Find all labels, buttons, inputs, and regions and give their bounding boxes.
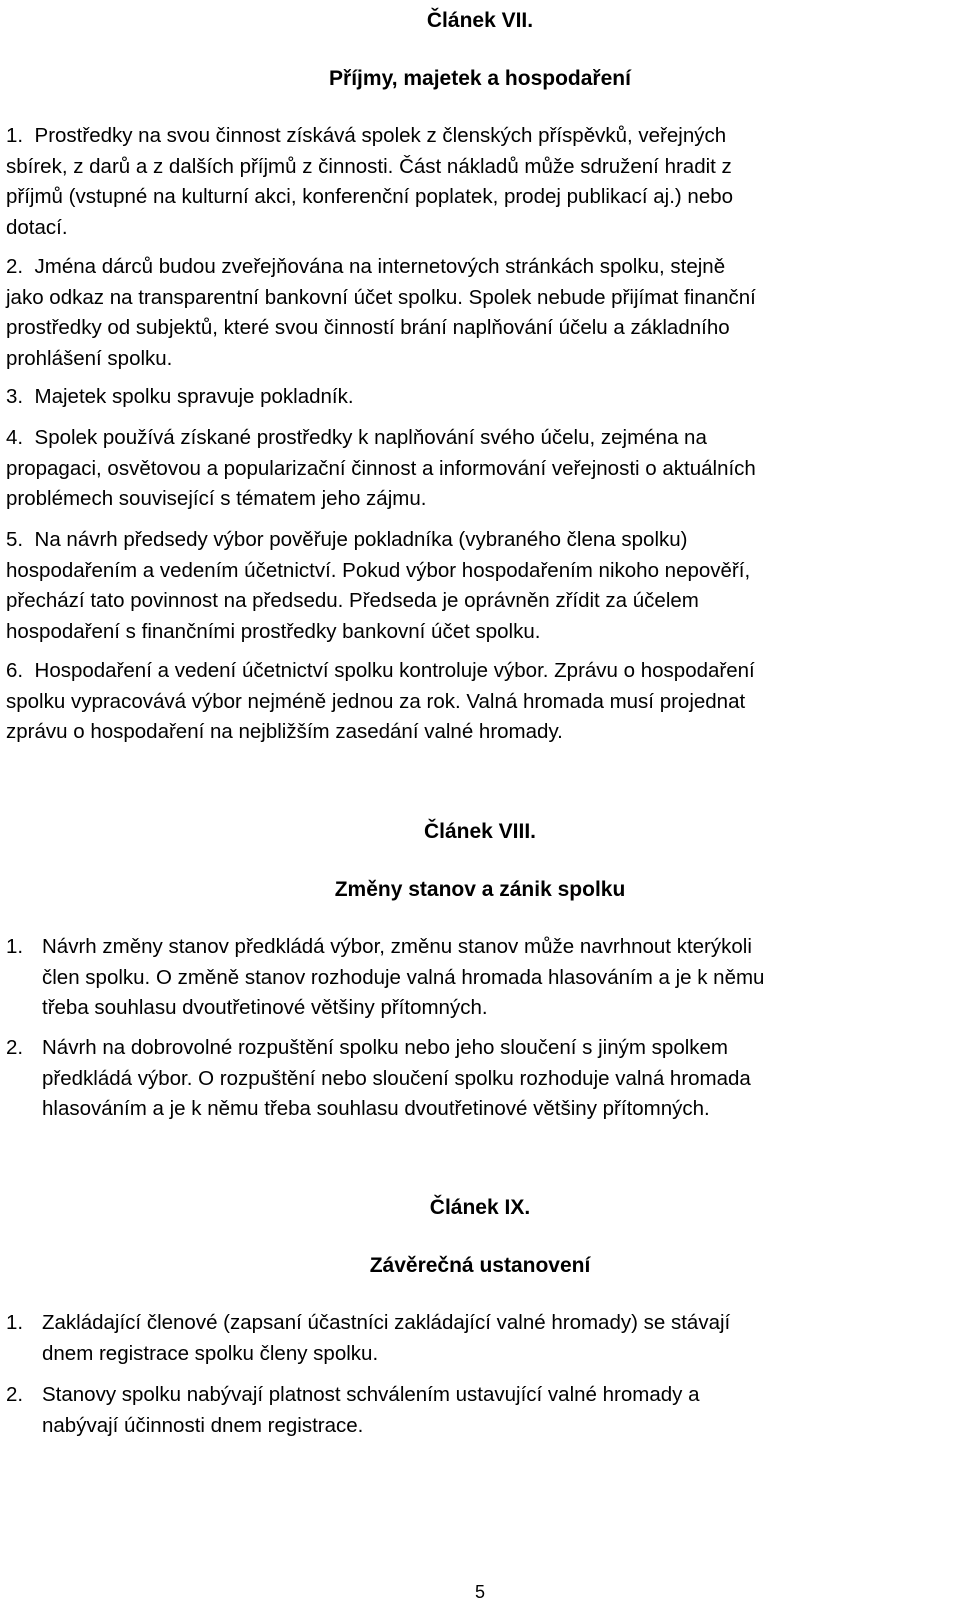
- paragraph-text: hospodaření s finančními prostředky bankovní účet spolku.: [6, 619, 541, 643]
- article-9-paragraph-1: [6, 1308, 956, 1369]
- paragraph-text: hospodařením a vedením účetnictví. Pokud výbor hospodařením nikoho nepověří,: [6, 558, 751, 582]
- paragraph-text: sbírek, z darů a z dalších příjmů z činnosti. Část nákladů může sdružení hradit z: [6, 154, 732, 178]
- paragraph-text: spolku vypracovává výbor nejméně jednou za rok. Valná hromada musí projednat: [6, 689, 746, 713]
- paragraph-number: 1.: [6, 1311, 24, 1334]
- paragraph-number: 6.: [6, 659, 24, 682]
- article-7-heading: Článek VII.: [426, 9, 534, 32]
- paragraph-text: zprávu o hospodaření na nejbližším zasedání valné hromady.: [6, 720, 563, 743]
- paragraph-text: problémech související s tématem jeho zájmu.: [6, 487, 427, 510]
- paragraph-text: prohlášení spolku.: [6, 346, 173, 370]
- paragraph-number: 5.: [6, 528, 24, 551]
- paragraph-text: Zakládající členové (zapsaní účastníci zakládající valné hromady) se stávají: [42, 1311, 731, 1334]
- article-7-title: Příjmy, majetek a hospodaření: [329, 67, 631, 90]
- paragraph-text: nabývají účinnosti dnem registrace.: [42, 1413, 364, 1437]
- paragraph-text: Stanovy spolku nabývají platnost schválením ustavující valné hromady a: [42, 1383, 700, 1406]
- paragraph-number: 2.: [6, 1036, 24, 1059]
- paragraph-text: Spolek používá získané prostředky k naplňování svého účelu, zejména na: [34, 426, 707, 449]
- paragraph-text: jako odkaz na transparentní bankovní účet spolku. Spolek nebude přijímat finanční: [6, 285, 756, 309]
- paragraph-number: 1.: [6, 935, 24, 958]
- paragraph-text: dnem registrace spolku členy spolku.: [42, 1341, 379, 1365]
- article-8-heading: Článek VIII.: [423, 820, 537, 843]
- paragraph-text: člen spolku. O změně stanov rozhoduje valná hromada hlasováním a je k němu: [42, 965, 765, 989]
- article-9-title: Závěrečná ustanovení: [369, 1254, 591, 1277]
- article-7-paragraph-1: [6, 121, 956, 243]
- paragraph-text: prostředky od subjektů, které svou činností brání naplňování účelu a základního: [6, 316, 730, 339]
- article-8-paragraph-1: [6, 932, 956, 1024]
- article-7-paragraph-6: [6, 656, 956, 748]
- article-7-paragraph-3: [6, 382, 956, 413]
- paragraph-text: Jména dárců budou zveřejňována na internetových stránkách spolku, stejně: [34, 255, 726, 278]
- article-7-paragraph-5: [6, 525, 956, 647]
- paragraph-text: předkládá výbor. O rozpuštění nebo sloučení spolku rozhoduje valná hromada: [42, 1066, 751, 1090]
- article-7-paragraph-2: [6, 252, 956, 374]
- article-8-title: Změny stanov a zánik spolku: [334, 878, 626, 901]
- paragraph-text: přechází tato povinnost na předsedu. Předseda je oprávněn zřídit za účelem: [6, 589, 699, 612]
- article-8-paragraph-2: [6, 1033, 956, 1125]
- paragraph-text: Návrh změny stanov předkládá výbor, změnu stanov může navrhnout kterýkoli: [42, 935, 752, 958]
- paragraph-number: 3.: [6, 385, 24, 408]
- article-7-paragraph-4: [6, 423, 956, 515]
- paragraph-number: 4.: [6, 426, 24, 449]
- paragraph-text: hlasováním a je k němu třeba souhlasu dvoutřetinové většiny přítomných.: [42, 1097, 710, 1120]
- article-9-paragraph-2: [6, 1380, 956, 1441]
- paragraph-text: Návrh na dobrovolné rozpuštění spolku nebo jeho sloučení s jiným spolkem: [42, 1036, 728, 1059]
- paragraph-text: příjmů (vstupné na kulturní akci, konferenční poplatek, prodej publikací aj.) nebo: [6, 185, 734, 208]
- paragraph-text: dotací.: [6, 215, 68, 239]
- paragraph-text: Majetek spolku spravuje pokladník.: [34, 385, 354, 408]
- page-number: 5: [474, 1582, 485, 1602]
- paragraph-text: Hospodaření a vedení účetnictví spolku kontroluje výbor. Zprávu o hospodaření: [34, 659, 755, 682]
- paragraph-text: Prostředky na svou činnost získává spolek z členských příspěvků, veřejných: [34, 124, 727, 147]
- paragraph-text: propagaci, osvětovou a popularizační činnost a informování veřejnosti o aktuálních: [6, 456, 756, 480]
- article-9-heading: Článek IX.: [429, 1196, 531, 1219]
- paragraph-number: 2.: [6, 255, 24, 278]
- paragraph-number: 2.: [6, 1383, 24, 1406]
- paragraph-text: Na návrh předsedy výbor pověřuje pokladníka (vybraného člena spolku): [34, 528, 688, 551]
- paragraph-number: 1.: [6, 124, 24, 147]
- paragraph-text: třeba souhlasu dvoutřetinové většiny přítomných.: [42, 996, 488, 1019]
